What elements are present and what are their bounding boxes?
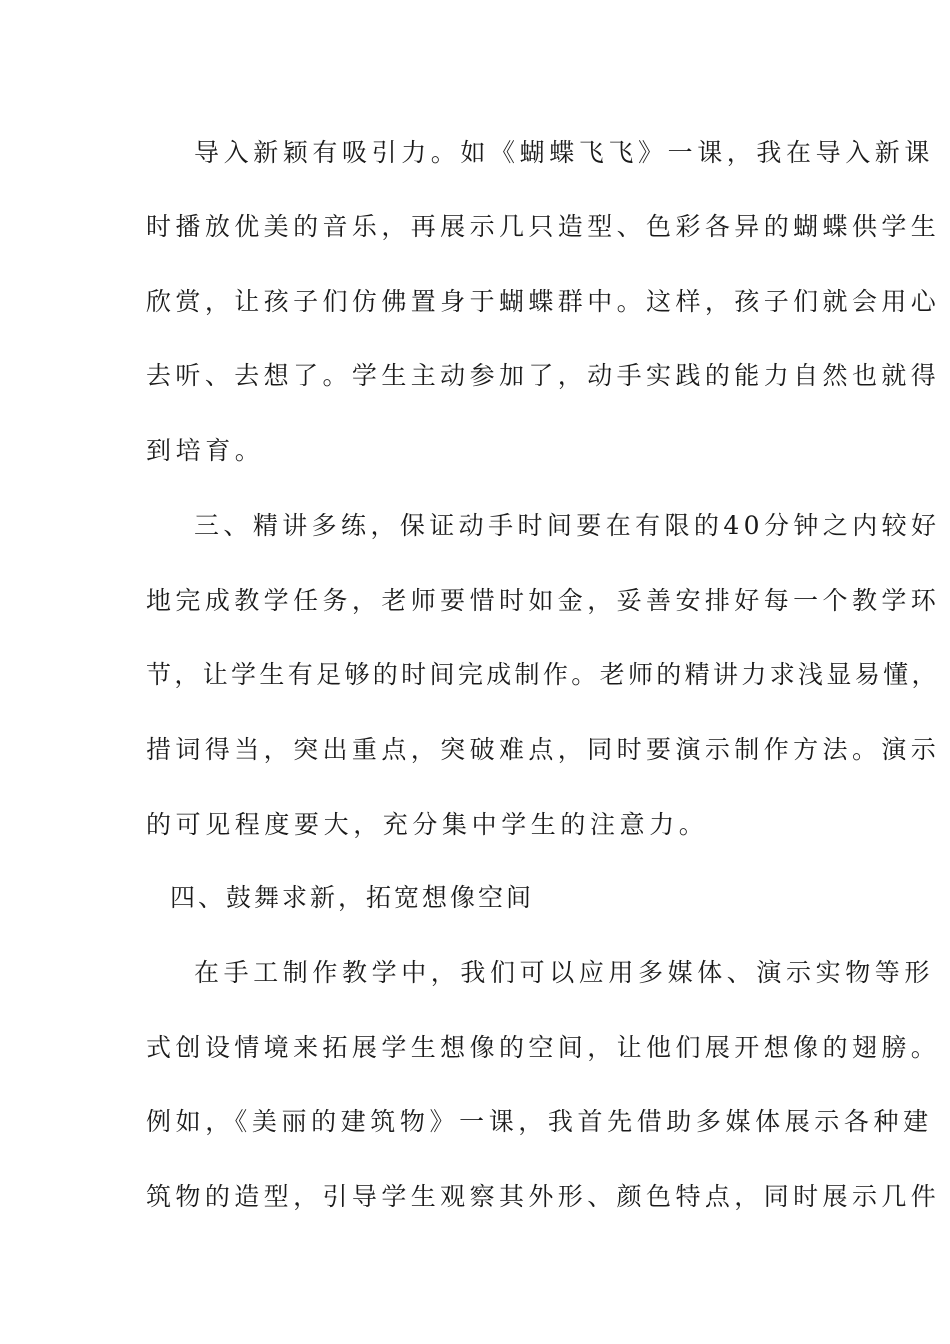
paragraph-line: 式创设情境来拓展学生想像的空间，让他们展开想像的翅膀。 xyxy=(146,1033,941,1062)
paragraph-line: 例如，《美丽的建筑物》一课，我首先借助多媒体展示各种建 xyxy=(146,1107,933,1136)
section-heading: 四、鼓舞求新，拓宽想像空间 xyxy=(170,883,535,912)
paragraph-line: 筑物的造型，引导学生观察其外形、颜色特点，同时展示几件 xyxy=(146,1182,941,1211)
paragraph-line: 地完成教学任务，老师要惜时如金，妥善安排好每一个教学环 xyxy=(146,586,941,615)
paragraph-line: 欣赏，让孩子们仿佛置身于蝴蝶群中。这样，孩子们就会用心 xyxy=(146,287,941,316)
paragraph-line: 在手工制作教学中，我们可以应用多媒体、演示实物等形 xyxy=(194,958,935,987)
paragraph-line: 措词得当，突出重点，突破难点，同时要演示制作方法。演示 xyxy=(146,735,941,764)
paragraph-line: 导入新颖有吸引力。如《蝴蝶飞飞》一课，我在导入新课 xyxy=(194,138,935,167)
paragraph-line: 时播放优美的音乐，再展示几只造型、色彩各异的蝴蝶供学生 xyxy=(146,212,941,241)
paragraph-line: 的可见程度要大，充分集中学生的注意力。 xyxy=(146,810,709,839)
paragraph-line: 节，让学生有足够的时间完成制作。老师的精讲力求浅显易懂， xyxy=(146,660,940,689)
paragraph-line: 到培育。 xyxy=(146,436,265,465)
paragraph-line: 去听、去想了。学生主动参加了，动手实践的能力自然也就得 xyxy=(146,361,941,390)
section-heading-line: 三、精讲多练，保证动手时间要在有限的40分钟之内较好 xyxy=(194,511,941,540)
